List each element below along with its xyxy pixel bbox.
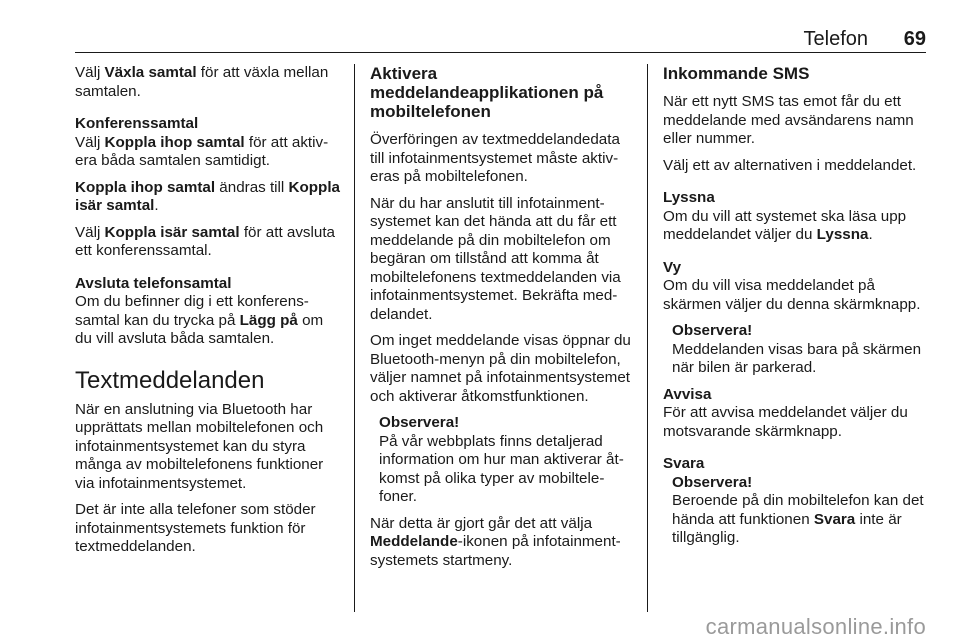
view-heading: Vy	[663, 258, 682, 276]
note-text: Beroende på din mobiltelefon kan det hända att funktionen Svara inte är tillgänglig.	[672, 492, 924, 546]
watermark: carmanualsonline.info	[705, 614, 926, 639]
end-call-heading: Avsluta telefonsamtal	[75, 274, 232, 292]
reject-heading: Avvisa	[663, 385, 712, 403]
column-3	[663, 64, 929, 556]
view-paragraph: Om du vill visa meddelandet på skärmen väljer du denna skärmknapp.	[663, 277, 921, 313]
reject-paragraph: För att avvisa meddelandet väljer du motsvarande skärmknapp.	[663, 404, 908, 440]
reply-heading: Svara	[663, 455, 705, 472]
activate-app-heading: Aktivera meddelandeapplikationen på mobiltelefonen	[370, 64, 604, 121]
activate-paragraph-3: Om inget meddelande visas öppnar du Bluetooth-menyn på din mobiltelefon, väljer namnet på infotainmentsystemet och aktiverar åtkomstfunktionen.	[370, 332, 631, 405]
conference-paragraph-2: Koppla ihop samtal ändras till Koppla isär samtal.	[75, 178, 340, 214]
activate-paragraph-4: När detta är gjort går det att välja Meddelande-ikonen på infotainmentsystemets startmeny.	[370, 514, 621, 569]
column-2	[370, 64, 633, 578]
text-messages-paragraph-2: Det är inte alla telefoner som stöder infotainmentsystemets funktion för textmeddelanden.	[75, 501, 316, 555]
text-messages-heading: Textmeddelanden	[75, 366, 265, 394]
note-box-view	[663, 322, 929, 378]
incoming-paragraph-2: Välj ett av alternativen i meddelandet.	[663, 156, 917, 174]
note-heading: Observera!	[379, 414, 460, 431]
page-number: 69	[903, 28, 926, 50]
end-call-paragraph: Om du befinner dig i ett konferenssamtal kan du trycka på Lägg på om du vill avsluta båda samtalen.	[75, 293, 324, 347]
intro-paragraph: Välj Växla samtal för att växla mellan samtalen.	[75, 64, 329, 100]
column-divider-1	[354, 64, 355, 612]
listen-heading: Lyssna	[663, 189, 715, 206]
conference-paragraph-3: Välj Koppla isär samtal för att avsluta ett konferenssamtal.	[75, 223, 335, 259]
page-header	[75, 27, 926, 51]
incoming-paragraph-1: När ett nytt SMS tas emot får du ett meddelande med avsändarens namn eller nummer.	[663, 93, 914, 147]
conference-call-heading: Konferenssamtal	[75, 115, 199, 132]
note-heading: Observera!	[672, 322, 753, 339]
note-box-reply	[663, 474, 929, 548]
section-title: Telefon	[803, 28, 868, 50]
column-divider-2	[647, 64, 648, 612]
note-text: På vår webbplats finns detaljerad information om hur man aktiverar åtkomst på olika typer av mobiltelefoner.	[379, 432, 624, 505]
incoming-sms-heading: Inkommande SMS	[663, 64, 810, 83]
note-box	[370, 414, 633, 507]
conference-paragraph-1: Välj Koppla ihop samtal för att aktivera båda samtalen samtidigt.	[75, 133, 329, 169]
header-rule	[75, 52, 926, 53]
text-messages-paragraph-1: När en anslutning via Bluetooth har upprättats mellan mobiltelefonen och infotainmentsystemet kan du styra många av mobiltelefonens funktioner via infotainmentsystemet.	[75, 400, 324, 492]
listen-paragraph: Om du vill att systemet ska läsa upp meddelandet väljer du Lyssna.	[663, 207, 907, 243]
note-heading: Observera!	[672, 473, 753, 491]
activate-paragraph-2: När du har anslutit till infotainmentsystemet kan det hända att du får ett meddelande på din mobiltelefon om begäran om tillstånd att komma åt mobiltelefonens textmeddelanden via infotainmentsystemet. Bekräfta meddelandet.	[370, 194, 621, 323]
activate-paragraph-1: Överföringen av textmeddelandedata till infotainmentsystemet måste aktiveras på mobiltelefonen.	[370, 131, 620, 185]
column-1	[75, 64, 343, 565]
note-text: Meddelanden visas bara på skärmen när bilen är parkerad.	[672, 340, 922, 376]
